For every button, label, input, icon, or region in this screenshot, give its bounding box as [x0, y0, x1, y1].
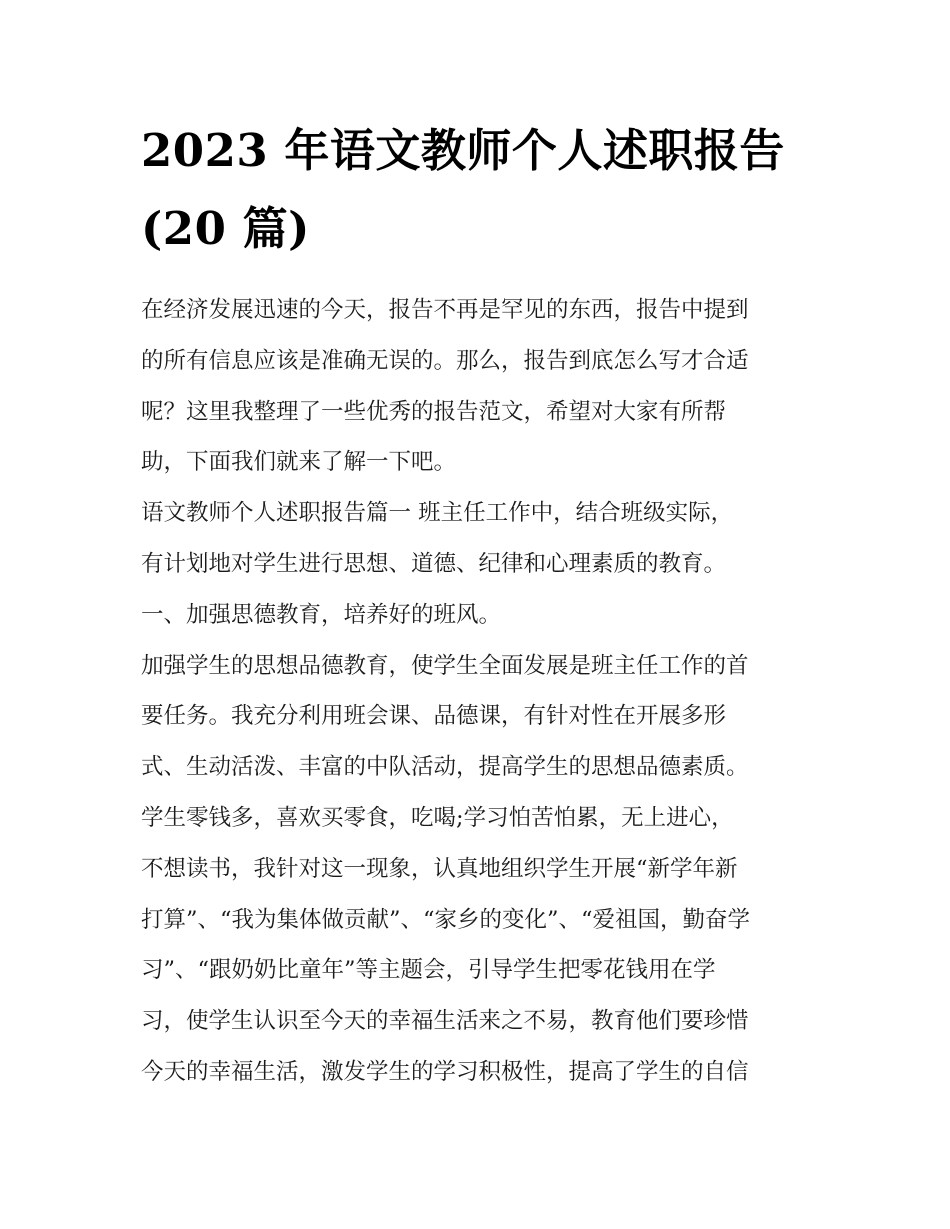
body-line: 习”、“跟奶奶比童年”等主题会，引导学生把零花钱用在学: [141, 957, 716, 984]
body-line: 习，使学生认识至今天的幸福生活来之不易，教育他们要珍惜: [141, 1008, 749, 1035]
body-line: 学生零钱多，喜欢买零食，吃喝;学习怕苦怕累，无上进心，: [141, 804, 734, 831]
body-line: 要任务。我充分利用班会课、品德课，有针对性在开展多形: [141, 703, 727, 730]
document-page: [141, 112, 813, 1098]
body-line: 式、生动活泼、丰富的中队活动，提高学生的思想品德素质。: [141, 754, 749, 781]
document-title: [141, 112, 813, 268]
body-line: 加强学生的思想品德教育，使学生全面发展是班主任工作的首: [141, 652, 749, 679]
document-body: [141, 285, 813, 1098]
title-line: 2023 年语文教师个人述职报告: [141, 124, 785, 177]
body-line: 打算”、“我为集体做贡献”、“家乡的变化”、“爱祖国，勤奋学: [141, 906, 751, 933]
section-heading: 一、加强思德教育，培养好的班风。: [141, 601, 502, 628]
body-line: 在经济发展迅速的今天，报告不再是罕见的东西，报告中提到: [141, 297, 749, 323]
body-line: 今天的幸福生活，激发学生的学习积极性，提高了学生的自信: [141, 1058, 749, 1085]
body-line: 有计划地对学生进行思想、道德、纪律和心理素质的教育。: [141, 550, 727, 577]
title-line: (20 篇): [141, 202, 310, 255]
body-line: 呢？这里我整理了一些优秀的报告范文，希望对大家有所帮: [141, 398, 727, 425]
body-line: 不想读书，我针对这一现象，认真地组织学生开展“新学年新: [141, 855, 738, 882]
body-line: 的所有信息应该是准确无误的。那么，报告到底怎么写才合适: [141, 347, 749, 374]
body-line: 助，下面我们就来了解一下吧。: [141, 449, 457, 476]
body-line: 语文教师个人述职报告篇一 班主任工作中，结合班级实际，: [141, 500, 734, 527]
